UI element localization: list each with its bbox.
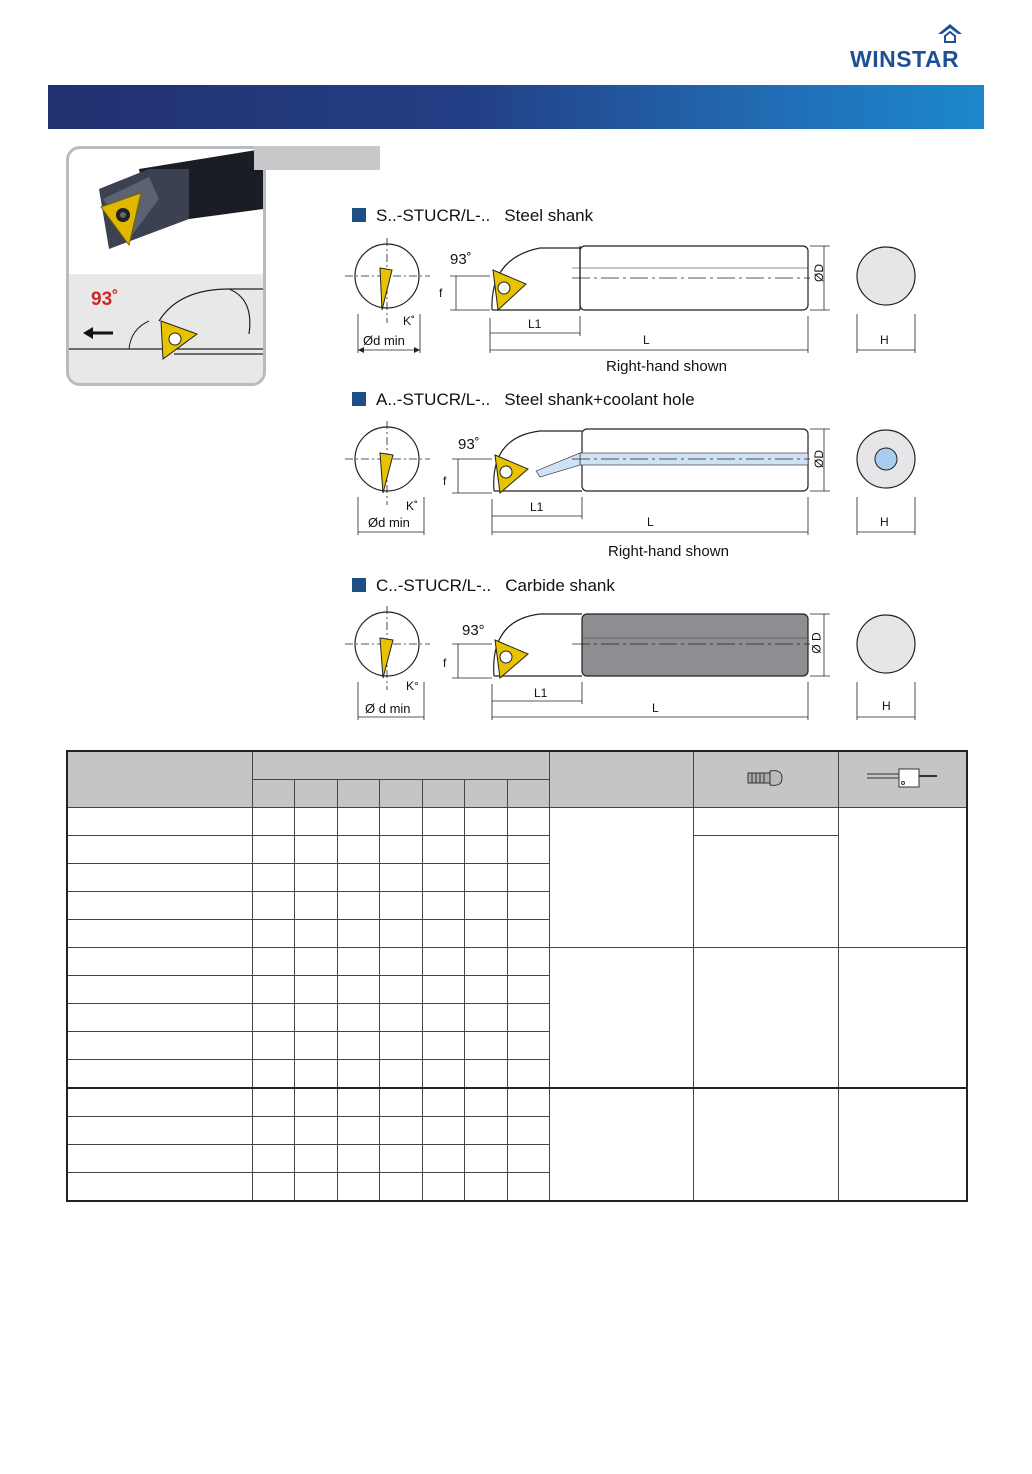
screw-cell	[693, 836, 838, 948]
insert-cell	[549, 948, 693, 1089]
l-label: L	[643, 333, 650, 347]
d-label: ØD	[812, 264, 826, 282]
section-code: C..-STUCR/L-..	[376, 576, 492, 595]
specification-table	[66, 750, 968, 1202]
header-dim-col	[379, 780, 422, 808]
l1-label: L1	[528, 317, 542, 331]
section-marker	[352, 578, 366, 592]
header-dim-col	[422, 780, 464, 808]
header-banner	[48, 85, 984, 129]
h-label: H	[880, 515, 889, 529]
section-code: S..-STUCR/L-..	[376, 206, 491, 225]
l1-label: L1	[534, 686, 548, 700]
header-dim-col	[252, 780, 294, 808]
table-row	[67, 836, 967, 864]
header-dim-col	[337, 780, 379, 808]
key-cell	[838, 1088, 967, 1201]
insert-cell	[549, 1088, 693, 1201]
l-label: L	[647, 515, 654, 529]
l-label: L	[652, 701, 659, 715]
d-label: ØD	[812, 450, 826, 468]
dmin-label: Ød min	[368, 515, 410, 530]
kappa-label: K˚	[403, 314, 415, 328]
f-label: f	[439, 286, 443, 300]
product-photo-card	[66, 146, 266, 386]
caption-right-hand: Right-hand shown	[608, 543, 729, 560]
insert-cell	[549, 808, 693, 948]
d-label: Ø D	[809, 632, 824, 654]
table-row	[67, 808, 967, 836]
f-label: f	[443, 474, 447, 488]
photo-angle-label: 93˚	[91, 289, 119, 310]
section-marker	[352, 208, 366, 222]
screw-cell	[693, 948, 838, 1089]
header-insert	[549, 751, 693, 808]
section-title-carbide	[352, 576, 615, 596]
angle-label: 93˚	[450, 251, 472, 268]
h-label: H	[880, 333, 889, 347]
table-row	[67, 948, 967, 976]
section-title-coolant	[352, 390, 695, 410]
drawing-carbide-shank	[340, 600, 930, 725]
caption-right-hand: Right-hand shown	[606, 358, 727, 375]
section-marker	[352, 392, 366, 406]
section-code: A..-STUCR/L-..	[376, 390, 491, 409]
header-dim-col	[464, 780, 507, 808]
section-description: Carbide shank	[505, 576, 615, 595]
header-dim-col	[507, 780, 549, 808]
angle-label: 93˚	[458, 436, 480, 453]
header-dim-col	[294, 780, 337, 808]
l1-label: L1	[530, 500, 544, 514]
key-cell	[838, 948, 967, 1089]
section-description: Steel shank+coolant hole	[504, 390, 695, 409]
h-label: H	[882, 699, 891, 713]
kappa-label: K˚	[406, 499, 418, 513]
logo-text: WINSTAR	[850, 46, 960, 72]
boring-bar-photo	[69, 149, 263, 383]
section-description: Steel shank	[504, 206, 594, 225]
dmin-label: Ø d min	[365, 701, 411, 716]
header-designation	[67, 751, 252, 808]
winstar-logo	[850, 22, 990, 78]
kappa-label: K°	[406, 679, 419, 693]
screw-icon	[746, 767, 786, 789]
screw-cell	[693, 808, 838, 836]
table-row	[67, 1088, 967, 1117]
header-screw	[693, 751, 838, 808]
key-cell	[838, 808, 967, 948]
photo-tab-strip	[254, 146, 380, 170]
f-label: f	[443, 656, 447, 670]
header-dimensions	[252, 751, 549, 780]
section-title-steel	[352, 206, 593, 226]
screw-cell	[693, 1088, 838, 1201]
header-key	[838, 751, 967, 808]
angle-label: 93°	[462, 622, 485, 639]
dmin-label: Ød min	[363, 333, 405, 348]
torx-key-icon	[865, 767, 939, 789]
